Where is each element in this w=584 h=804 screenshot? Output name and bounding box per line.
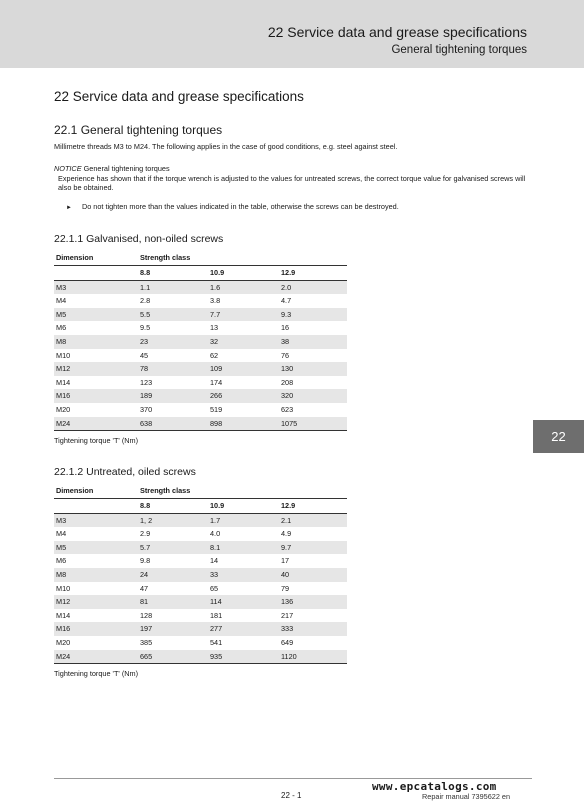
cell-torque: 45 <box>140 350 149 360</box>
cell-torque: 519 <box>210 404 223 414</box>
table-row <box>54 527 347 541</box>
cell-torque: 23 <box>140 335 210 349</box>
table-row <box>54 513 347 527</box>
table-row <box>54 568 347 582</box>
cell-torque: 123 <box>140 377 153 387</box>
cell-torque: 370 <box>140 404 153 414</box>
cell-torque: 9.5 <box>140 323 151 333</box>
table-2-caption: Tightening torque 'T' (Nm) <box>54 669 139 678</box>
watermark: www.epcatalogs.com <box>372 780 497 793</box>
cell-torque: 78 <box>140 362 210 376</box>
cell-torque: 62 <box>210 350 219 360</box>
table-row <box>54 362 347 376</box>
cell-torque: 266 <box>210 389 281 403</box>
cell-torque: 14 <box>210 556 219 566</box>
section-title: 22 Service data and grease specifications <box>54 89 304 104</box>
cell-torque: 40 <box>281 568 347 582</box>
cell-torque: 1120 <box>281 650 347 664</box>
cell-torque: 136 <box>281 595 347 609</box>
cell-torque: 16 <box>281 323 290 333</box>
col-class-8-8: 8.8 <box>140 266 210 281</box>
table-1-caption: Tightening torque 'T' (Nm) <box>54 436 139 445</box>
cell-dimension: M14 <box>56 610 71 620</box>
cell-torque: 4.9 <box>281 529 292 539</box>
cell-dimension: M20 <box>56 404 71 414</box>
cell-torque: 217 <box>281 610 294 620</box>
cell-torque: 1, 2 <box>140 513 210 527</box>
cell-torque: 7.7 <box>210 308 281 322</box>
cell-torque: 4.0 <box>210 529 221 539</box>
table-row <box>54 280 347 294</box>
notice-box <box>54 164 534 193</box>
cell-torque: 114 <box>210 595 281 609</box>
table-row <box>54 376 347 390</box>
cell-torque: 197 <box>140 622 210 636</box>
cell-dimension: M8 <box>54 335 140 349</box>
cell-torque: 5.5 <box>140 308 210 322</box>
arrow-bullet-icon: ► <box>66 205 72 211</box>
cell-dimension: M24 <box>54 417 140 431</box>
cell-torque: 2.9 <box>140 529 151 539</box>
table-row <box>54 349 347 363</box>
cell-torque: 638 <box>140 417 210 431</box>
page-number: 22 - 1 <box>281 791 302 800</box>
page-header <box>0 0 584 68</box>
cell-torque: 935 <box>210 650 281 664</box>
cell-dimension: M16 <box>54 389 140 403</box>
col-class-12-9: 12.9 <box>281 266 347 281</box>
table-row <box>54 403 347 417</box>
cell-torque: 385 <box>140 637 153 647</box>
cell-dimension: M3 <box>54 513 140 527</box>
cell-torque: 1.7 <box>210 513 281 527</box>
cell-dimension: M10 <box>56 583 71 593</box>
table-row <box>54 321 347 335</box>
bullet-text: Do not tighten more than the values indicated in the table, otherwise the screws can be destroyed. <box>81 202 399 211</box>
cell-torque: 130 <box>281 362 347 376</box>
table-row <box>54 335 347 349</box>
table-row <box>54 308 347 322</box>
subsection-title: 22.1 General tightening torques <box>54 123 223 137</box>
cell-torque: 79 <box>281 583 290 593</box>
cell-torque: 9.8 <box>140 556 151 566</box>
cell-torque: 623 <box>281 404 294 414</box>
cell-torque: 76 <box>281 350 290 360</box>
torque-table-oiled <box>54 484 347 664</box>
table-row <box>54 389 347 403</box>
cell-torque: 189 <box>140 389 210 403</box>
col-class-10-9: 10.9 <box>210 266 281 281</box>
cell-dimension: M4 <box>56 529 67 539</box>
cell-dimension: M16 <box>54 622 140 636</box>
cell-torque: 333 <box>281 622 347 636</box>
col-dimension: Dimension <box>54 484 140 499</box>
cell-torque: 1.6 <box>210 280 281 294</box>
cell-torque: 128 <box>140 610 153 620</box>
cell-dimension: M8 <box>54 568 140 582</box>
table-row <box>54 541 347 555</box>
cell-torque: 898 <box>210 417 281 431</box>
cell-dimension: M6 <box>56 556 67 566</box>
intro-paragraph: Millimetre threads M3 to M24. The following applies in the case of good conditions, e.g. steel against steel. <box>54 142 398 151</box>
col-dimension: Dimension <box>54 251 140 266</box>
cell-torque: 5.7 <box>140 541 210 555</box>
col-class-10-9: 10.9 <box>210 499 281 514</box>
cell-torque: 17 <box>281 556 290 566</box>
torque-table-galvanised <box>54 251 347 431</box>
footer-divider <box>54 778 532 779</box>
cell-dimension: M3 <box>54 280 140 294</box>
cell-torque: 649 <box>281 637 294 647</box>
cell-torque: 320 <box>281 389 347 403</box>
chapter-tab: 22 <box>533 420 584 453</box>
cell-torque: 1.1 <box>140 280 210 294</box>
manual-reference: Repair manual 7395622 en <box>422 792 511 801</box>
cell-torque: 1075 <box>281 417 347 431</box>
cell-dimension: M20 <box>56 637 71 647</box>
cell-torque: 665 <box>140 650 210 664</box>
cell-torque: 13 <box>210 323 219 333</box>
table-row <box>54 595 347 609</box>
header-title: 22 Service data and grease specifications <box>267 24 527 40</box>
cell-torque: 277 <box>210 622 281 636</box>
cell-torque: 2.8 <box>140 296 151 306</box>
cell-torque: 9.3 <box>281 308 347 322</box>
cell-torque: 181 <box>210 610 223 620</box>
col-strength-class: Strength class <box>140 251 347 266</box>
table-1-title: 22.1.1 Galvanised, non-oiled screws <box>54 233 224 245</box>
table-row <box>54 636 347 650</box>
cell-torque: 47 <box>140 583 149 593</box>
cell-torque: 32 <box>210 335 281 349</box>
cell-torque: 9.7 <box>281 541 347 555</box>
col-class-12-9: 12.9 <box>281 499 347 514</box>
cell-dimension: M4 <box>56 296 67 306</box>
table-2-title: 22.1.2 Untreated, oiled screws <box>54 466 196 478</box>
table-row <box>54 650 347 664</box>
notice-label: NOTICE <box>54 164 82 173</box>
cell-dimension: M6 <box>56 323 67 333</box>
header-subtitle: General tightening torques <box>391 44 527 56</box>
cell-torque: 33 <box>210 568 281 582</box>
table-row <box>54 554 347 568</box>
cell-torque: 2.1 <box>281 513 347 527</box>
table-row <box>54 609 347 623</box>
col-strength-class: Strength class <box>140 484 347 499</box>
cell-torque: 38 <box>281 335 347 349</box>
cell-torque: 24 <box>140 568 210 582</box>
cell-torque: 65 <box>210 583 219 593</box>
table-row <box>54 582 347 596</box>
cell-dimension: M24 <box>54 650 140 664</box>
cell-torque: 4.7 <box>281 296 292 306</box>
table-row <box>54 294 347 308</box>
cell-dimension: M10 <box>56 350 71 360</box>
cell-torque: 208 <box>281 377 294 387</box>
cell-torque: 109 <box>210 362 281 376</box>
cell-torque: 8.1 <box>210 541 281 555</box>
notice-title: General tightening torques <box>83 164 170 173</box>
cell-dimension: M14 <box>56 377 71 387</box>
table-row <box>54 417 347 431</box>
col-class-8-8: 8.8 <box>140 499 210 514</box>
table-row <box>54 622 347 636</box>
cell-dimension: M12 <box>54 595 140 609</box>
cell-torque: 3.8 <box>210 296 221 306</box>
cell-torque: 174 <box>210 377 223 387</box>
notice-body: Experience has shown that if the torque wrench is adjusted to the values for untreated screws, the correct torque value for galvanised screws will also be obtained. <box>58 173 526 192</box>
instruction-bullet <box>66 202 399 211</box>
cell-dimension: M5 <box>54 308 140 322</box>
cell-dimension: M5 <box>54 541 140 555</box>
cell-torque: 541 <box>210 637 223 647</box>
cell-torque: 2.0 <box>281 280 347 294</box>
cell-torque: 81 <box>140 595 210 609</box>
cell-dimension: M12 <box>54 362 140 376</box>
